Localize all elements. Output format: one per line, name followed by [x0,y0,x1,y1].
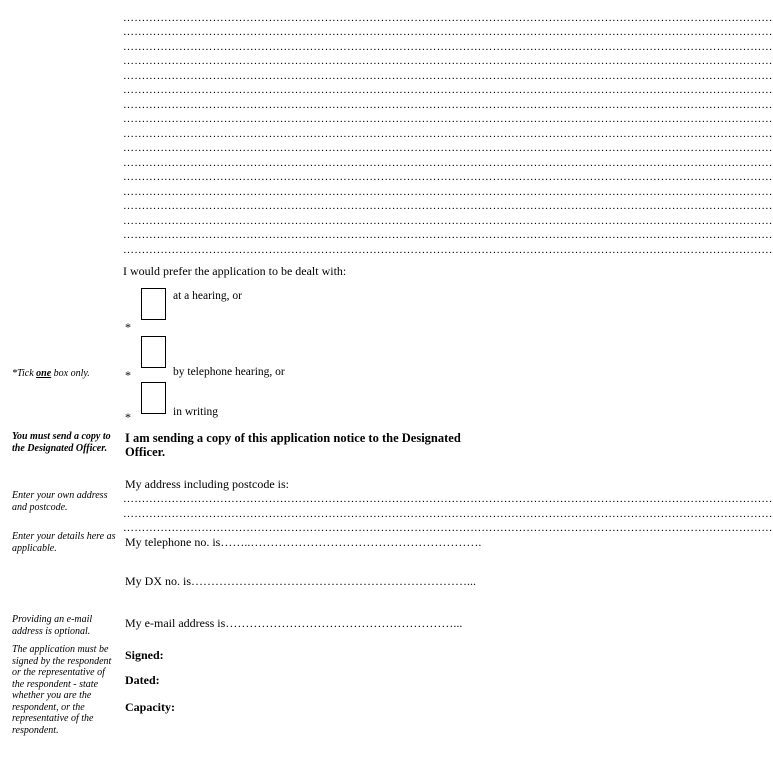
signed-label: Signed: [125,648,164,662]
telephone-hearing-checkbox[interactable] [141,336,166,368]
address-line[interactable]: ………………………………………………………………………………………………………………………………………………………… [123,508,773,520]
copy-statement: I am sending a copy of this application notice to the Designated Officer. [125,431,461,459]
option-telephone-label: by telephone hearing, or [173,366,285,378]
dotted-line[interactable]: ………………………………………………………………………………………………………………………………………………………… [123,99,773,111]
dotted-line[interactable]: ………………………………………………………………………………………………………………………………………………………… [123,12,773,24]
asterisk-marker: * [125,368,131,382]
email-field[interactable]: My e-mail address is…………………………………………………... [125,616,463,630]
tick-one-note: *Tick one box only. [12,368,90,379]
dotted-line[interactable]: ………………………………………………………………………………………………………………………………………………………… [123,200,773,212]
asterisk-marker: * [125,320,131,334]
asterisk-marker: * [125,410,131,424]
address-note: Enter your own address and postcode. [12,490,108,513]
writing-checkbox[interactable] [141,382,166,414]
details-note: Enter your details here as applicable. [12,531,116,554]
dotted-line[interactable]: ………………………………………………………………………………………………………………………………………………………… [123,229,773,241]
dotted-line[interactable]: ………………………………………………………………………………………………………………………………………………………… [123,157,773,169]
telephone-field[interactable]: My telephone no. is……..…………………………………………………. [125,535,482,549]
dotted-line[interactable]: ………………………………………………………………………………………………………………………………………………………… [123,128,773,140]
dotted-line[interactable]: ………………………………………………………………………………………………………………………………………………………… [123,113,773,125]
email-note: Providing an e-mail address is optional. [12,614,93,637]
signature-note: The application must be signed by the respondent or the representative of the respondent - state whether you are the respondent, or the representative of the respondent. [12,644,112,736]
dotted-line[interactable]: ………………………………………………………………………………………………………………………………………………………… [123,55,773,67]
address-line[interactable]: ………………………………………………………………………………………………………………………………………………………… [123,522,773,534]
hearing-checkbox[interactable] [141,288,166,320]
option-writing-label: in writing [173,406,219,418]
dotted-line[interactable]: ………………………………………………………………………………………………………………………………………………………… [123,41,773,53]
dotted-line[interactable]: ………………………………………………………………………………………………………………………………………………………… [123,26,773,38]
dotted-line[interactable]: ………………………………………………………………………………………………………………………………………………………… [123,142,773,154]
hearing-prompt: I would prefer the application to be dealt with: [123,264,347,278]
dotted-line[interactable]: ………………………………………………………………………………………………………………………………………………………… [123,215,773,227]
copy-note: You must send a copy to the Designated Officer. [12,431,111,454]
dated-label: Dated: [125,673,160,687]
dotted-line[interactable]: ………………………………………………………………………………………………………………………………………………………… [123,244,773,256]
dotted-line[interactable]: ………………………………………………………………………………………………………………………………………………………… [123,84,773,96]
option-hearing-label: at a hearing, or [173,290,242,302]
dotted-line[interactable]: ………………………………………………………………………………………………………………………………………………………… [123,171,773,183]
dotted-line[interactable]: ………………………………………………………………………………………………………………………………………………………… [123,186,773,198]
dx-field[interactable]: My DX no. is……………………………………………………………... [125,574,477,588]
address-line[interactable]: ………………………………………………………………………………………………………………………………………………………… [123,493,773,505]
dotted-line[interactable]: ………………………………………………………………………………………………………………………………………………………… [123,70,773,82]
capacity-label: Capacity: [125,700,175,714]
address-label: My address including postcode is: [125,477,289,491]
